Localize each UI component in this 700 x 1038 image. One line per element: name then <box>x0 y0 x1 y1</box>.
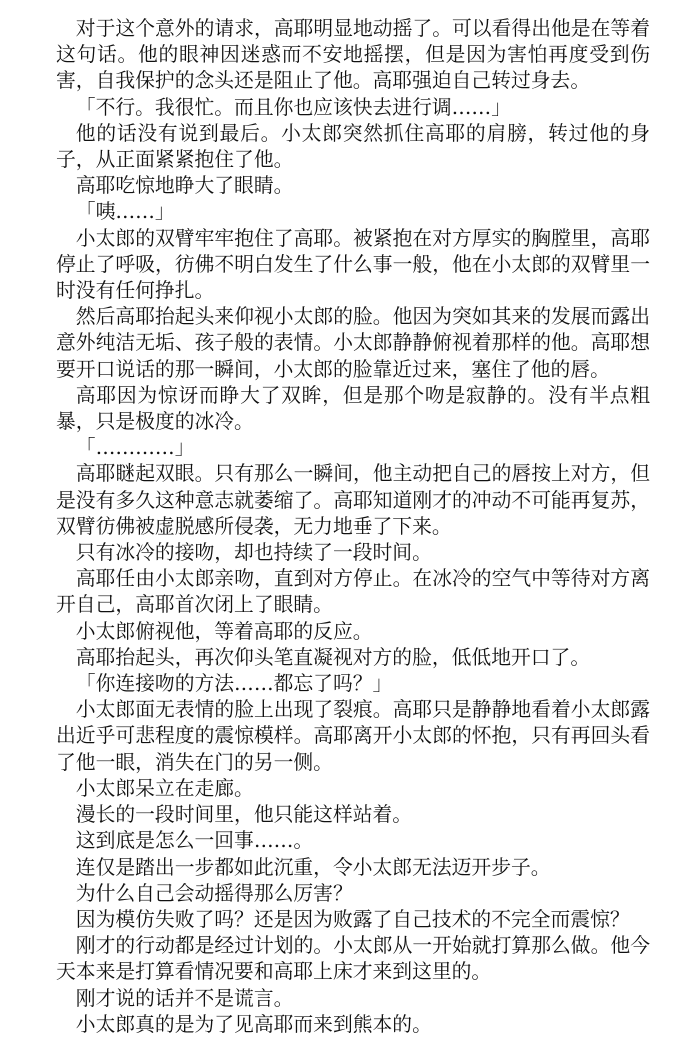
paragraph-15: 「你连接吻的方法……都忘了吗？」 <box>75 672 393 696</box>
paragraph-22: 因为模仿失败了吗？还是因为败露了自己技术的不完全而震惊？ <box>75 907 630 931</box>
paragraph-24: 刚才说的话并不是谎言。 <box>75 986 294 1010</box>
paragraph-9: 「…………」 <box>75 436 195 460</box>
paragraph-23: 刚才的行动都是经过计划的。小太郎从一开始就打算那么做。他今天本来是打算看情况要和高耶上床才来到这里的。 <box>56 934 650 984</box>
paragraph-19: 这到底是怎么一回事……。 <box>75 829 314 853</box>
paragraph-16: 小太郎面无表情的脸上出现了裂痕。高耶只是静静地看着小太郎露出近乎可悲程度的震惊模样。高耶离开小太郎的怀抱，只有再回头看了他一眼，消失在门的另一侧。 <box>56 698 650 774</box>
paragraph-10: 高耶瞇起双眼。只有那么一瞬间，他主动把自己的唇按上对方，但是没有多久这种意志就萎缩了。高耶知道刚才的冲动不可能再复苏，双臂彷佛被虚脱感所侵袭，无力地垂了下来。 <box>56 462 650 538</box>
paragraph-18: 漫长的一段时间里，他只能这样站着。 <box>75 803 413 827</box>
paragraph-8: 高耶因为惊讶而睁大了双眸，但是那个吻是寂静的。没有半点粗暴，只是极度的冰冷。 <box>56 383 650 434</box>
paragraph-4: 高耶吃惊地睁大了眼睛。 <box>75 174 294 198</box>
paragraph-13: 小太郎俯视他，等着高耶的反应。 <box>75 619 373 643</box>
paragraph-20: 连仅是踏出一步都如此沉重，令小太郎无法迈开步子。 <box>75 855 551 879</box>
document-page <box>56 16 650 1038</box>
paragraph-3: 他的话没有说到最后。小太郎突然抓住高耶的肩膀，转过他的身子，从正面紧紧抱住了他。 <box>56 121 650 172</box>
paragraph-21: 为什么自己会动摇得那么厉害？ <box>75 881 353 905</box>
paragraph-11: 只有冰冷的接吻，却也持续了一段时间。 <box>75 541 432 565</box>
paragraph-2: 「不行。我很忙。而且你也应该快去进行调……」 <box>75 95 511 119</box>
paragraph-12: 高耶任由小太郎亲吻，直到对方停止。在冰冷的空气中等待对方离开自己，高耶首次闭上了眼睛。 <box>56 567 650 617</box>
paragraph-14: 高耶抬起头，再次仰头笔直凝视对方的脸，低低地开口了。 <box>75 645 591 669</box>
paragraph-7: 然后高耶抬起头来仰视小太郎的脸。他因为突如其来的发展而露出意外纯洁无垢、孩子般的表情。小太郎静静俯视着那样的他。高耶想要开口说话的那一瞬间，小太郎的脸靠近过来，塞住了他的唇。 <box>56 305 650 381</box>
paragraph-25: 小太郎真的是为了见高耶而来到熊本的。 <box>75 1012 432 1036</box>
paragraph-17: 小太郎呆立在走廊。 <box>75 776 254 800</box>
paragraph-5: 「咦……」 <box>75 200 175 224</box>
paragraph-1: 对于这个意外的请求，高耶明显地动摇了。可以看得出他是在等着这句话。他的眼神因迷惑而不安地摇摆，但是因为害怕再度受到伤害，自我保护的念头还是阻止了他。高耶强迫自己转过身去。 <box>56 17 650 93</box>
paragraph-6: 小太郎的双臂牢牢抱住了高耶。被紧抱在对方厚实的胸膛里，高耶停止了呼吸，彷佛不明白发生了什么事一般，他在小太郎的双臂里一时没有任何挣扎。 <box>56 226 650 303</box>
